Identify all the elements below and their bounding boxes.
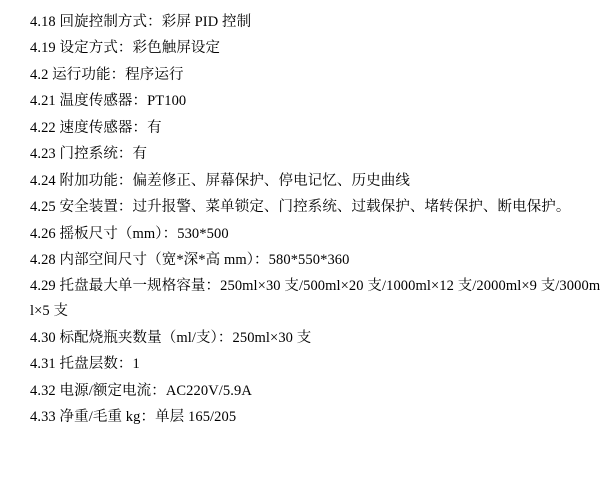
list-item [30, 222, 602, 247]
list-item [30, 63, 602, 88]
list-item-number: 4.24 [30, 172, 56, 189]
list-item-number: 4.33 [30, 409, 56, 426]
specification-list [30, 10, 602, 430]
list-item-text: 门控系统：有 [59, 146, 148, 163]
list-item-text: 安全装置：过升报警、菜单锁定、门控系统、过载保护、堵转保护、断电保护。 [59, 199, 571, 216]
list-item [30, 36, 602, 61]
list-item-number: 4.23 [30, 146, 56, 163]
list-item-text: 附加功能：偏差修正、屏幕保护、停电记忆、历史曲线 [59, 172, 410, 189]
list-item [30, 352, 602, 377]
list-item-text: 内部空间尺寸（宽*深*高 mm）：580*550*360 [59, 251, 350, 268]
list-item-number: 4.19 [30, 40, 56, 57]
list-item-number: 4.29 [30, 278, 56, 295]
list-item-text: 摇板尺寸（mm）：530*500 [59, 225, 229, 242]
list-item-text: 电源/额定电流：AC220V/5.9A [59, 382, 252, 399]
list-item-text: 速度传感器：有 [59, 119, 162, 136]
list-item-text: 托盘最大单一规格容量：250ml×30 支/500ml×20 支/1000ml×12 支/2000ml×9 支/3000ml×5 支 [30, 278, 601, 320]
list-item-number: 4.32 [30, 382, 56, 399]
list-item [30, 248, 602, 273]
list-item [30, 10, 602, 35]
list-item-number: 4.25 [30, 199, 56, 216]
list-item-text: 温度传感器：PT100 [59, 93, 187, 110]
list-item-text: 回旋控制方式：彩屏 PID 控制 [59, 14, 252, 30]
list-item-number: 4.30 [30, 329, 56, 346]
list-item-number: 4.2 [30, 66, 49, 83]
list-item-number: 4.31 [30, 356, 56, 373]
list-item-text: 净重/毛重 kg：单层 165/205 [59, 409, 237, 426]
list-item-text: 运行功能：程序运行 [52, 66, 184, 83]
list-item-text: 托盘层数：1 [59, 356, 140, 373]
list-item [30, 195, 602, 220]
list-item-number: 4.28 [30, 251, 56, 268]
list-item-number: 4.21 [30, 93, 56, 110]
list-item [30, 326, 602, 351]
list-item-number: 4.26 [30, 225, 56, 242]
list-item [30, 142, 602, 167]
list-item [30, 379, 602, 404]
list-item [30, 116, 602, 141]
list-item-text: 标配烧瓶夹数量（ml/支）：250ml×30 支 [59, 329, 312, 346]
list-item [30, 169, 602, 194]
list-item [30, 89, 602, 114]
list-item-number: 4.18 [30, 14, 56, 30]
list-item-number: 4.22 [30, 119, 56, 136]
list-item [30, 274, 602, 324]
list-item-text: 设定方式：彩色触屏设定 [59, 40, 221, 57]
list-item [30, 405, 602, 430]
